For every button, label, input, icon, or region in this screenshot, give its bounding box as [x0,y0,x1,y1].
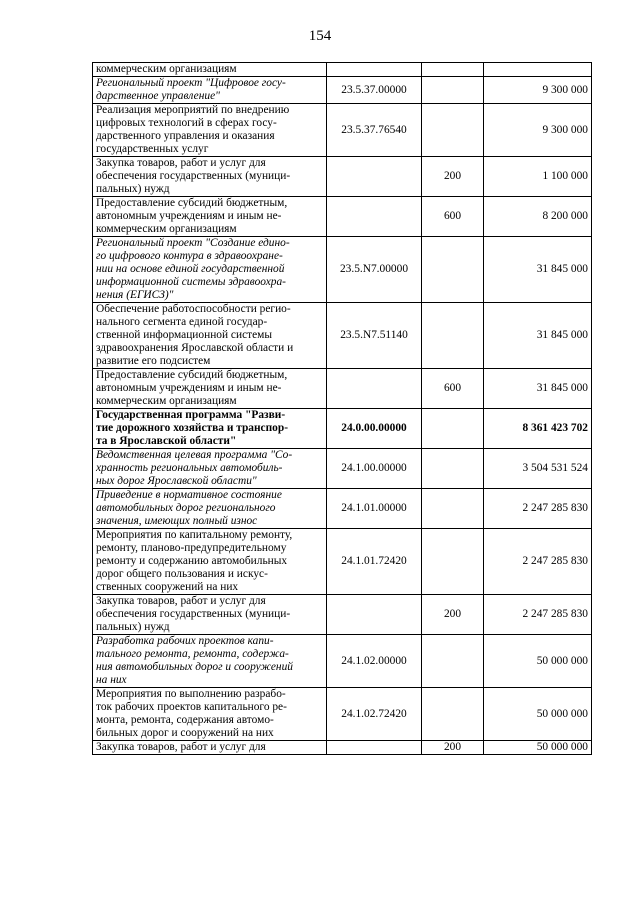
cell-name-line: информационной системы здравоохра- [96,276,286,288]
table-row [93,595,592,635]
cell-name-line: обеспечения государственных (муници- [96,170,291,182]
cell-name [93,197,327,237]
cell-code [327,157,422,197]
cell-name [93,237,327,303]
cell-name-line: коммерческим организациям [96,395,237,407]
cell-name [93,529,327,595]
cell-amount: 9 300 000 [484,77,592,104]
cell-code [327,595,422,635]
cell-name-line: ственной информационной системы [96,329,273,341]
cell-expense-type [422,77,484,104]
cell-expense-type [422,489,484,529]
cell-name-line: Мероприятия по выполнению разрабо- [96,688,286,700]
cell-name [93,635,327,688]
cell-name-line: Закупка товаров, работ и услуг для [96,157,266,169]
cell-name-line: ственных сооружений на них [96,581,239,593]
cell-expense-type [422,635,484,688]
cell-name [93,449,327,489]
cell-name-line: го цифрового контура в здравоохране- [96,250,283,262]
cell-amount: 50 000 000 [484,741,592,755]
cell-code: 24.1.02.00000 [327,635,422,688]
cell-expense-type: 200 [422,741,484,755]
cell-name-line: дарственное управление" [96,90,220,102]
cell-amount [484,63,592,77]
cell-amount: 31 845 000 [484,303,592,369]
budget-table [92,62,592,755]
cell-name-line: ток рабочих проектов капитального ре- [96,701,287,713]
cell-code: 24.1.01.72420 [327,529,422,595]
cell-name-line: ния автомобильных дорог и сооружений [96,661,293,673]
cell-name-line: цифровых технологий в сферах госу- [96,117,277,129]
cell-name-line: автомобильных дорог регионального [96,502,276,514]
cell-name-line: Приведение в нормативное состояние [96,489,282,501]
cell-name [93,303,327,369]
table-row [93,63,592,77]
cell-expense-type [422,409,484,449]
table-row [93,237,592,303]
table-row [93,157,592,197]
cell-name-line: тального ремонта, ремонта, содержа- [96,648,289,660]
cell-expense-type [422,63,484,77]
cell-code [327,369,422,409]
table-row [93,529,592,595]
cell-code: 23.5.37.76540 [327,104,422,157]
cell-name-line: Мероприятия по капитальному ремонту, [96,529,293,541]
cell-name-line: коммерческим организациям [96,63,237,75]
cell-amount: 8 200 000 [484,197,592,237]
cell-amount: 2 247 285 830 [484,529,592,595]
cell-name-line: та в Ярославской области" [96,435,237,447]
cell-code: 24.1.02.72420 [327,688,422,741]
cell-name-line: коммерческим организациям [96,223,237,235]
cell-name-line: Обеспечение работоспособности регио- [96,303,291,315]
cell-name-line: нии на основе единой государственной [96,263,285,275]
cell-amount: 9 300 000 [484,104,592,157]
cell-name-line: автономным учреждениям и иным не- [96,210,282,222]
cell-name-line: на них [96,674,127,686]
cell-expense-type: 200 [422,157,484,197]
cell-name-line: нального сегмента единой государ- [96,316,268,328]
cell-code: 23.5.37.00000 [327,77,422,104]
cell-name-line: обеспечения государственных (муници- [96,608,291,620]
cell-code: 24.1.00.00000 [327,449,422,489]
cell-expense-type [422,529,484,595]
cell-name-line: тие дорожного хозяйства и транспор- [96,422,288,434]
cell-expense-type [422,104,484,157]
cell-name-line: дарственного управления и оказания [96,130,275,142]
cell-name-line: Государственная программа "Разви- [96,409,286,421]
cell-name [93,409,327,449]
table-row [93,688,592,741]
cell-name [93,369,327,409]
cell-name-line: развитие его подсистем [96,355,211,367]
cell-amount: 3 504 531 524 [484,449,592,489]
cell-code: 24.0.00.00000 [327,409,422,449]
cell-amount: 2 247 285 830 [484,489,592,529]
table-row [93,303,592,369]
cell-expense-type: 200 [422,595,484,635]
cell-expense-type [422,303,484,369]
cell-amount: 31 845 000 [484,237,592,303]
cell-amount: 8 361 423 702 [484,409,592,449]
cell-name-line: значения, имеющих полный износ [96,515,258,527]
cell-name-line: государственных услуг [96,143,209,155]
cell-expense-type: 600 [422,197,484,237]
cell-name-line: Региональный проект "Создание едино- [96,237,290,249]
cell-expense-type [422,237,484,303]
cell-name [93,489,327,529]
table-row [93,104,592,157]
cell-name-line: ремонту и содержанию автомобильных [96,555,288,567]
cell-name-line: монта, ремонта, содержания автомо- [96,714,274,726]
cell-name-line: Ведомственная целевая программа "Со- [96,449,293,461]
cell-name-line: Предоставление субсидий бюджетным, [96,197,288,209]
cell-name-line: Закупка товаров, работ и услуг для [96,741,266,753]
cell-name [93,77,327,104]
table-row [93,197,592,237]
cell-code: 23.5.N7.00000 [327,237,422,303]
page-number: 154 [308,28,332,44]
cell-code [327,63,422,77]
cell-name-line: Региональный проект "Цифровое госу- [96,77,286,89]
cell-name-line: Закупка товаров, работ и услуг для [96,595,266,607]
table-row [93,635,592,688]
cell-name [93,688,327,741]
cell-code: 23.5.N7.51140 [327,303,422,369]
cell-expense-type [422,688,484,741]
cell-name-line: ных дорог Ярославской области" [96,475,257,487]
table-row [93,409,592,449]
cell-amount: 50 000 000 [484,688,592,741]
cell-name-line: пальных) нужд [96,183,170,195]
cell-name [93,741,327,755]
cell-name-line: бильных дорог и сооружений на них [96,727,274,739]
budget-table-body [93,63,592,755]
cell-name-line: Предоставление субсидий бюджетным, [96,369,288,381]
cell-name [93,157,327,197]
cell-name [93,63,327,77]
cell-code [327,741,422,755]
cell-code [327,197,422,237]
cell-amount: 1 100 000 [484,157,592,197]
table-row [93,489,592,529]
cell-name-line: Реализация мероприятий по внедрению [96,104,290,116]
cell-name-line: автономным учреждениям и иным не- [96,382,282,394]
cell-name-line: здравоохранения Ярославской области и [96,342,294,354]
table-row [93,741,592,755]
cell-name-line: пальных) нужд [96,621,170,633]
table-row [93,77,592,104]
cell-expense-type: 600 [422,369,484,409]
table-row [93,449,592,489]
table-row [93,369,592,409]
cell-name-line: нения (ЕГИСЗ)" [96,289,174,301]
cell-name [93,595,327,635]
cell-amount: 31 845 000 [484,369,592,409]
cell-name-line: Разработка рабочих проектов капи- [96,635,274,647]
cell-name-line: дорог общего пользования и искус- [96,568,268,580]
cell-name-line: хранность региональных автомобиль- [96,462,283,474]
cell-name [93,104,327,157]
cell-amount: 50 000 000 [484,635,592,688]
cell-code: 24.1.01.00000 [327,489,422,529]
cell-amount: 2 247 285 830 [484,595,592,635]
cell-expense-type [422,449,484,489]
cell-name-line: ремонту, планово-предупредительному [96,542,287,554]
